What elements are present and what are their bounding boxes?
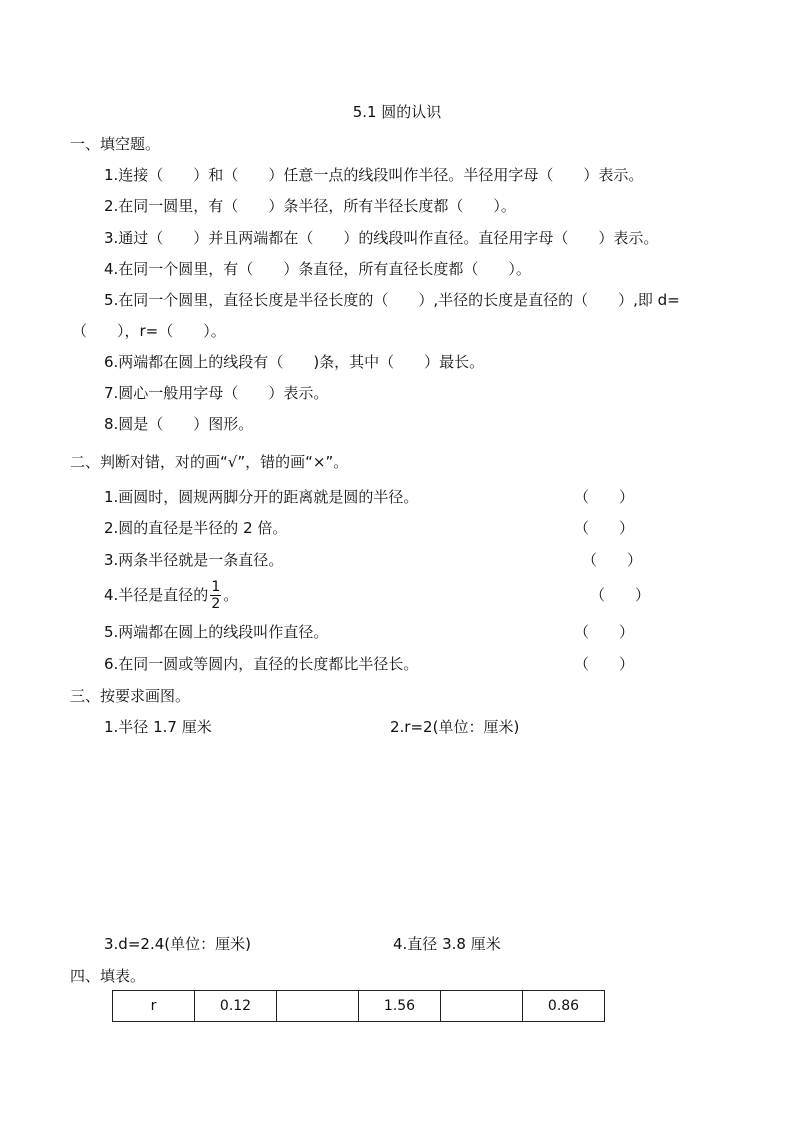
- fill-in-question-4: 4.在同一个圆里，有（ ）条直径，所有直径长度都（ ）。: [104, 260, 531, 278]
- fill-in-question-5-continued: （ ），r=（ ）。: [72, 322, 226, 340]
- table-cell: 0.12: [195, 991, 277, 1022]
- true-false-question-1: 1.画圆时，圆规两脚分开的距离就是圆的半径。: [104, 488, 419, 506]
- answer-blank: （ ）: [582, 551, 643, 569]
- fill-in-question-8: 8.圆是（ ）图形。: [104, 415, 254, 433]
- true-false-question-5: 5.两端都在圆上的线段叫作直径。: [104, 623, 329, 641]
- table-cell-blank[interactable]: [441, 991, 523, 1022]
- drawing-task-4: 4.直径 3.8 厘米: [393, 935, 501, 953]
- section-heading-fill-in: 一、填空题。: [70, 135, 161, 153]
- drawing-task-3: 3.d=2.4(单位：厘米): [104, 935, 251, 953]
- page-title: 5.1 圆的认识: [352, 103, 442, 121]
- drawing-task-2: 2.r=2(单位：厘米): [390, 718, 520, 736]
- answer-blank: （ ）: [574, 655, 635, 673]
- true-false-question-4: [104, 578, 238, 612]
- fill-in-question-1: 1.连接（ ）和（ ）任意一点的线段叫作半径。半径用字母（ ）表示。: [104, 166, 644, 184]
- answer-blank: （ ）: [574, 623, 635, 641]
- answer-blank: （ ）: [590, 586, 651, 604]
- answer-blank: （ ）: [574, 488, 635, 506]
- fill-in-question-6: 6.两端都在圆上的线段有（ )条，其中（ ）最长。: [104, 353, 485, 371]
- answer-blank: （ ）: [574, 519, 635, 537]
- table-row: [113, 991, 605, 1022]
- true-false-question-3: 3.两条半径就是一条直径。: [104, 551, 284, 569]
- true-false-question-6: 6.在同一圆或等圆内，直径的长度都比半径长。: [104, 655, 419, 673]
- table-cell: 0.86: [523, 991, 605, 1022]
- section-heading-true-false: 二、判断对错，对的画“√”，错的画“×”。: [70, 453, 349, 471]
- section-heading-fill-table: 四、填表。: [70, 967, 146, 985]
- fill-in-question-5: 5.在同一个圆里，直径长度是半径长度的（ ）,半径的长度是直径的（ ）,即 d=: [104, 291, 680, 309]
- question-text: 4.半径是直径的: [104, 586, 209, 604]
- true-false-question-2: 2.圆的直径是半径的 2 倍。: [104, 519, 288, 537]
- question-text-end: 。: [223, 586, 239, 604]
- table-cell: 1.56: [359, 991, 441, 1022]
- fraction-denominator: 2: [211, 596, 221, 612]
- radius-table: [112, 990, 605, 1022]
- fill-in-question-7: 7.圆心一般用字母（ ）表示。: [104, 384, 329, 402]
- fill-in-question-3: 3.通过（ ）并且两端都在（ ）的线段叫作直径。直径用字母（ ）表示。: [104, 229, 659, 247]
- section-heading-drawing: 三、按要求画图。: [70, 687, 191, 705]
- fraction-numerator: 1: [211, 579, 221, 595]
- table-cell-blank[interactable]: [277, 991, 359, 1022]
- fraction-one-half: [210, 579, 221, 612]
- fill-in-question-2: 2.在同一圆里，有（ ）条半径，所有半径长度都（ ）。: [104, 197, 516, 215]
- table-cell-label: r: [113, 991, 195, 1022]
- drawing-task-1: 1.半径 1.7 厘米: [104, 718, 212, 736]
